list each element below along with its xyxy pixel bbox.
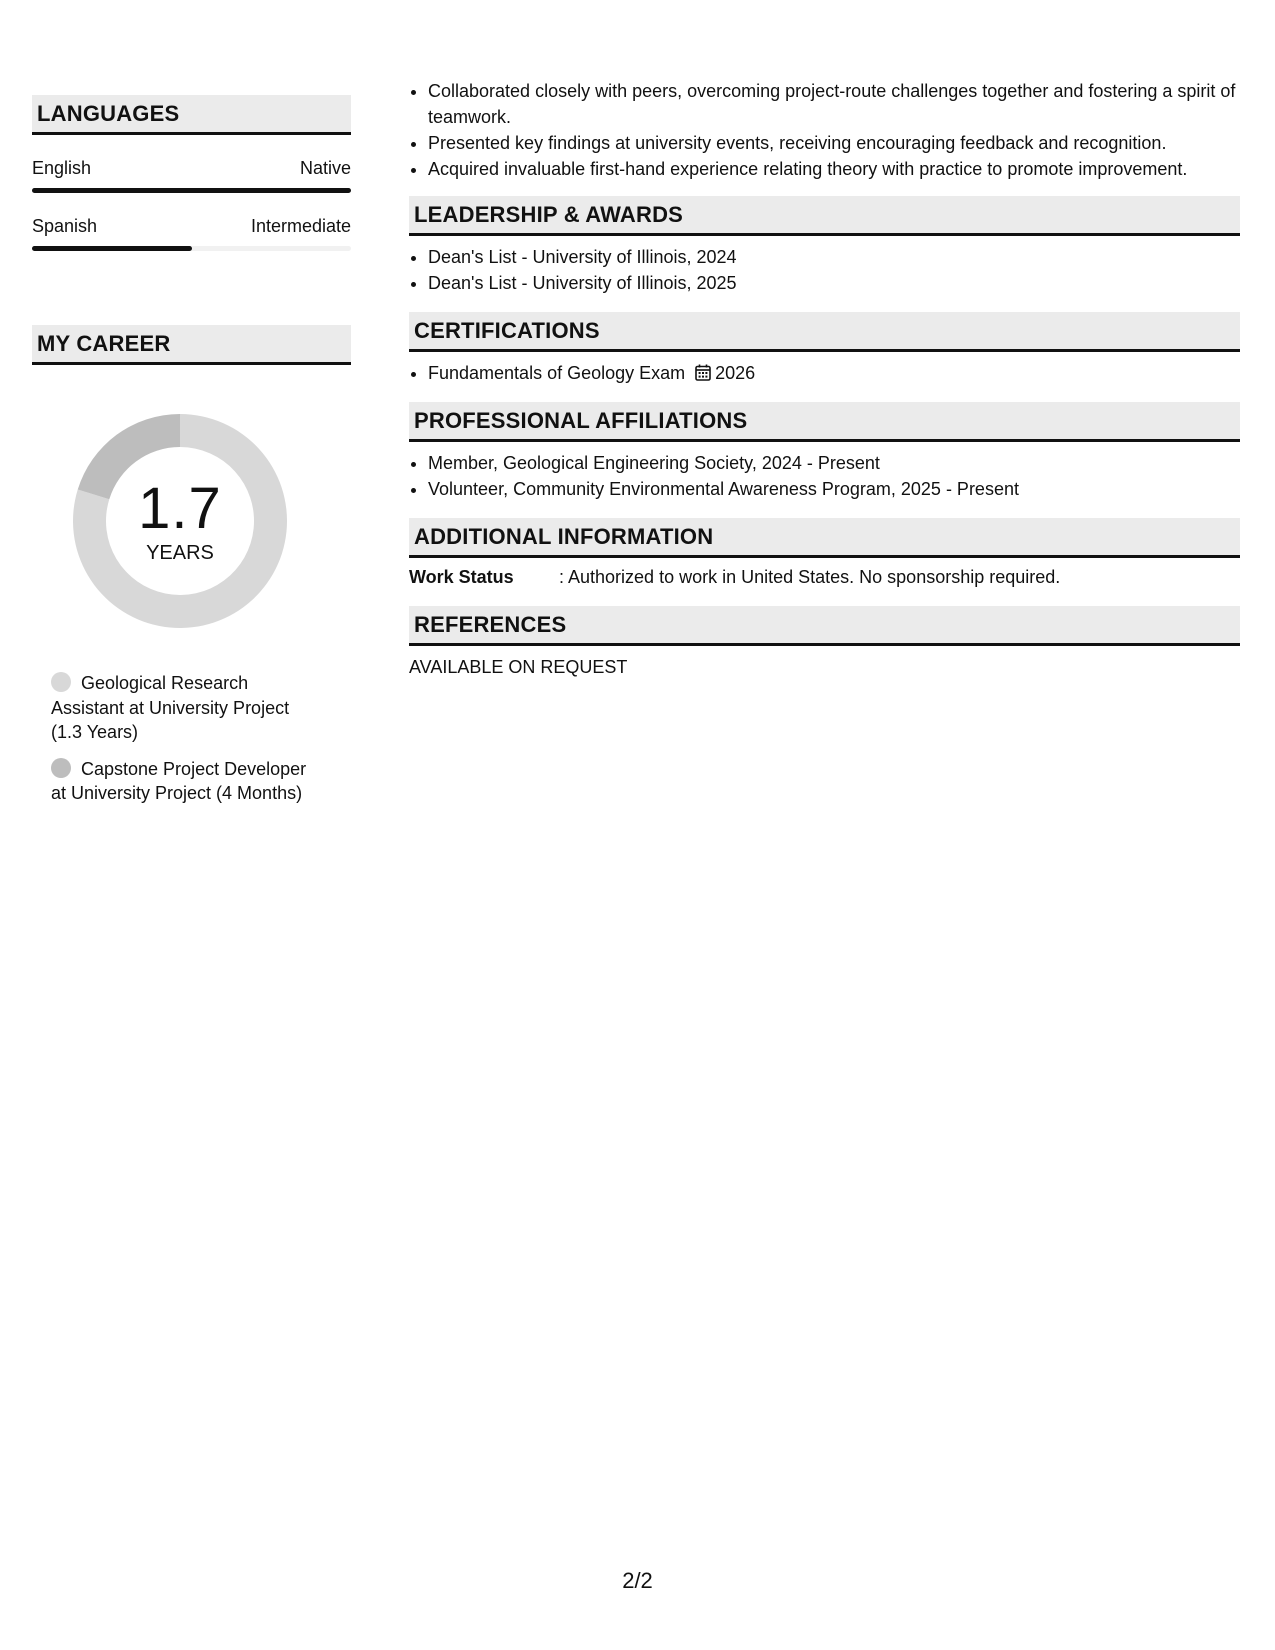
leadership-header <box>409 196 1240 236</box>
languages-header <box>32 95 351 135</box>
legend-item <box>51 757 321 806</box>
legend-label: Geological Research Assistant at University Project (1.3 Years) <box>51 673 290 742</box>
legend-item <box>51 671 321 745</box>
career-total: 1.7 <box>138 476 222 541</box>
affiliations-header <box>409 402 1240 442</box>
list-item: • Member, Geological Engineering Society, 2024 - Present <box>428 450 1240 476</box>
language-name: Spanish <box>32 216 98 236</box>
language-item <box>32 157 351 193</box>
career-title: MY CAREER <box>37 330 171 356</box>
legend-label: Capstone Project Developer at University Project (4 Months) <box>51 758 307 803</box>
experience-bullets <box>409 78 1240 182</box>
career-legend <box>32 671 321 806</box>
work-status-value: : Authorized to work in United States. No sponsorship required. <box>559 567 1061 587</box>
affiliations-list <box>409 450 1240 502</box>
certifications-title: CERTIFICATIONS <box>414 317 600 343</box>
left-column <box>32 95 351 818</box>
references-section <box>409 606 1240 680</box>
languages-title: LANGUAGES <box>37 100 180 126</box>
references-title: REFERENCES <box>414 611 567 637</box>
additional-info-header <box>409 518 1240 558</box>
language-level: Native <box>299 158 351 178</box>
list-item <box>428 360 1240 386</box>
certifications-list <box>409 360 1240 386</box>
list-item: • Dean's List - University of Illinois, 2025 <box>428 270 1240 296</box>
language-name: English <box>32 158 92 178</box>
career-unit: YEARS <box>146 542 214 564</box>
language-level: Intermediate <box>250 216 351 236</box>
career-header <box>32 325 351 365</box>
work-status-label: Work Status <box>409 567 514 587</box>
references-text: AVAILABLE ON REQUEST <box>409 657 628 677</box>
certification-year: 2026 <box>715 363 756 383</box>
affiliations-title: PROFESSIONAL AFFILIATIONS <box>414 407 748 433</box>
legend-dot <box>51 758 71 778</box>
right-column <box>409 78 1240 680</box>
leadership-title: LEADERSHIP & AWARDS <box>414 201 684 227</box>
work-status-row <box>409 564 1240 590</box>
references-header <box>409 606 1240 646</box>
certifications-header <box>409 312 1240 352</box>
career-donut-chart <box>67 408 293 634</box>
leadership-section <box>409 196 1240 296</box>
list-item: • Volunteer, Community Environmental Awareness Program, 2025 - Present <box>428 476 1240 502</box>
legend-dot <box>51 672 71 692</box>
calendar-icon <box>695 364 711 381</box>
language-proficiency-fill <box>32 188 351 193</box>
certifications-section <box>409 312 1240 386</box>
additional-info-title: ADDITIONAL INFORMATION <box>414 523 714 549</box>
leadership-list <box>409 244 1240 296</box>
language-proficiency-fill <box>32 246 192 251</box>
language-item <box>32 215 351 251</box>
additional-info-section <box>409 518 1240 590</box>
list-item: • Acquired invaluable first-hand experience relating theory with practice to promote improvement. <box>428 156 1240 182</box>
language-proficiency-bar <box>32 246 351 251</box>
certification-name: Fundamentals of Geology Exam <box>428 363 686 383</box>
page-number: 2/2 <box>622 1568 653 1593</box>
language-proficiency-bar <box>32 188 351 193</box>
affiliations-section <box>409 402 1240 502</box>
list-item: • Presented key findings at university events, receiving encouraging feedback and recognition. <box>428 130 1240 156</box>
list-item: • Collaborated closely with peers, overcoming project-route challenges together and fostering a spirit of teamwork. <box>428 78 1240 130</box>
list-item: • Dean's List - University of Illinois, 2024 <box>428 244 1240 270</box>
